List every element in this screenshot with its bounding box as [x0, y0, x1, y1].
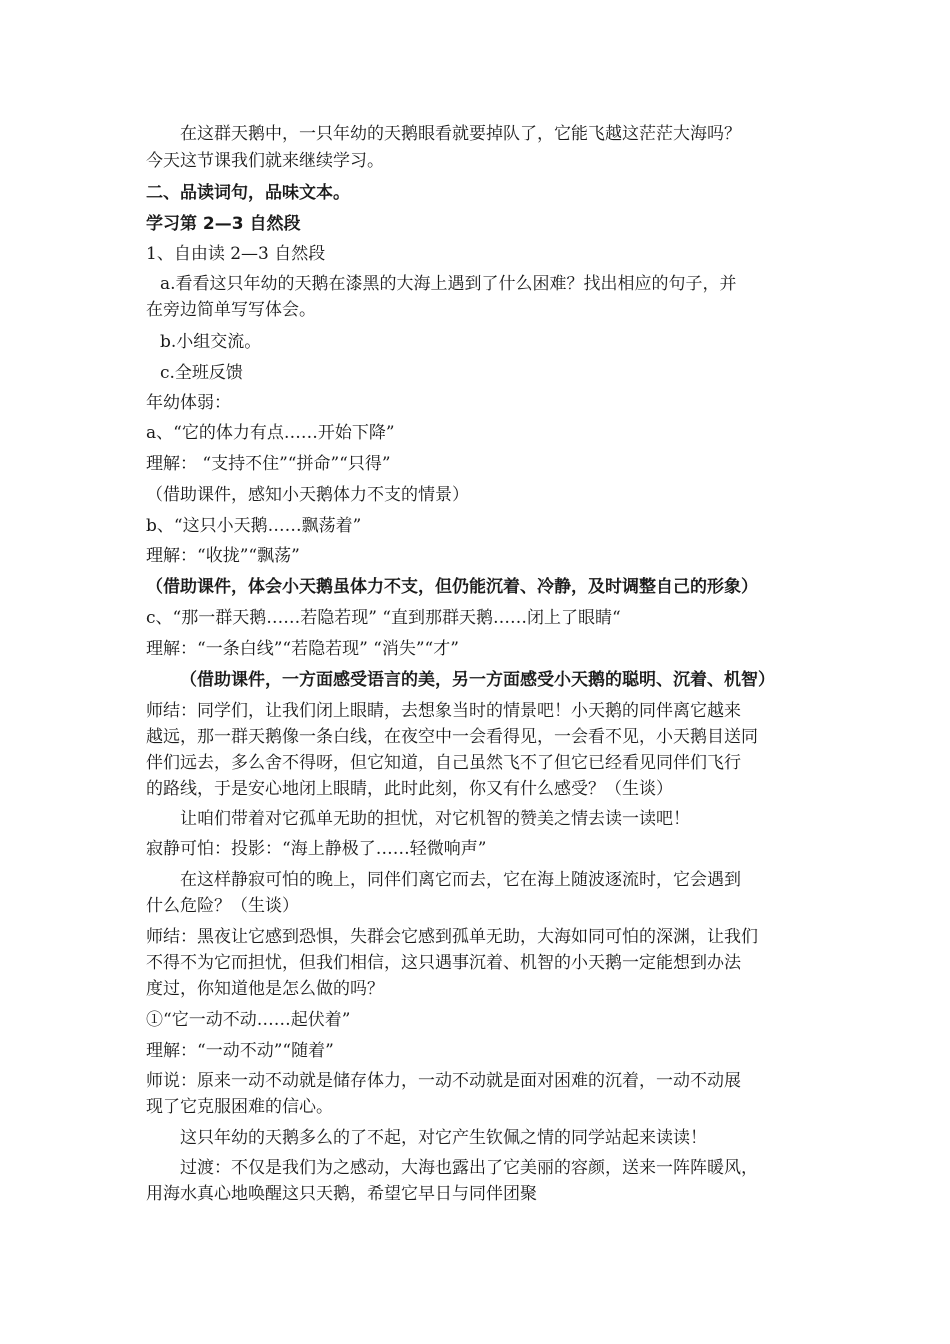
quote-c: c、“那一群天鹅……若隐若现” “直到那群天鹅……闭上了眼睛“	[146, 608, 621, 628]
teacher-summary-2-line1: 师结：黑夜让它感到恐惧，失群会它感到孤单无助，大海如同可怕的深渊，让我们	[146, 927, 758, 947]
note-a: （借助课件，感知小天鹅体力不支的情景）	[146, 485, 469, 505]
quote-3: ①“它一动不动……起伏着”	[146, 1010, 351, 1030]
teacher-says-line1: 师说：原来一动不动就是储存体力，一动不动就是面对困难的沉着，一动不动展	[146, 1071, 741, 1091]
subsection-heading: 学习第 2—3 自然段	[146, 214, 301, 234]
section-heading: 二、品读词句，品味文本。	[146, 183, 350, 203]
understand-3: 理解：“一动不动”“随着”	[146, 1041, 334, 1061]
transition-line1: 过渡：不仅是我们为之感动，大海也露出了它美丽的容颜，送来一阵阵暖风，	[180, 1158, 758, 1178]
question-2-line1: 在这样静寂可怕的晚上，同伴们离它而去，它在海上随波逐流时，它会遇到	[180, 870, 741, 890]
teacher-summary-2-line3: 度过，你知道他是怎么做的吗？	[146, 979, 384, 999]
teacher-summary-1-line3: 伴们远去，多么舍不得呀，但它知道，自己虽然飞不了但它已经看见同伴们飞行	[146, 753, 741, 773]
note-b: （借助课件，体会小天鹅虽体力不支，但仍能沉着、冷静，及时调整自己的形象）	[146, 577, 758, 597]
understand-a: 理解： “支持不住”“拼命”“只得”	[146, 454, 391, 474]
understand-b: 理解：“收拢”“飘荡”	[146, 546, 300, 566]
teacher-summary-1-line1: 师结：同学们，让我们闭上眼睛，去想象当时的情景吧！小天鹅的同伴离它越来	[146, 701, 741, 721]
task-a-line2: 在旁边简单写写体会。	[146, 300, 316, 320]
teacher-summary-1-line2: 越远，那一群天鹅像一条白线，在夜空中一会看得见，一会看不见，小天鹅目送同	[146, 727, 758, 747]
question-2-line2: 什么危险？（生谈）	[146, 896, 299, 916]
quote-b: b、“这只小天鹅……飘荡着”	[146, 516, 362, 536]
understand-c: 理解：“一条白线”“若隐若现” “消失”“才”	[146, 639, 459, 659]
paragraph-intro-line2: 今天这节课我们就来继续学习。	[146, 151, 384, 171]
step-1: 1、自由读 2—3 自然段	[146, 244, 326, 264]
note-c: （借助课件，一方面感受语言的美，另一方面感受小天鹅的聪明、沉着、机智）	[180, 670, 775, 690]
topic-quiet-scary: 寂静可怕：投影：“海上静极了……轻微响声”	[146, 839, 487, 859]
task-a-line1: a.看看这只年幼的天鹅在漆黑的大海上遇到了什么困难？找出相应的句子，并	[160, 274, 737, 294]
task-c: c.全班反馈	[160, 363, 243, 383]
quote-a: a、“它的体力有点……开始下降”	[146, 423, 395, 443]
paragraph-intro-line1: 在这群天鹅中，一只年幼的天鹅眼看就要掉队了，它能飞越这茫茫大海吗？	[180, 124, 741, 144]
transition-line2: 用海水真心地唤醒这只天鹅，希望它早日与同伴团聚	[146, 1184, 537, 1204]
teacher-summary-1-line4: 的路线，于是安心地闭上眼睛，此时此刻，你又有什么感受？（生谈）	[146, 779, 673, 799]
topic-young-weak: 年幼体弱：	[146, 393, 231, 413]
read-aloud-1: 让咱们带着对它孤单无助的担忧，对它机智的赞美之情去读一读吧！	[180, 809, 690, 829]
task-b: b.小组交流。	[160, 332, 262, 352]
read-aloud-2: 这只年幼的天鹅多么的了不起，对它产生钦佩之情的同学站起来读读！	[180, 1128, 707, 1148]
teacher-says-line2: 现了它克服困难的信心。	[146, 1097, 333, 1117]
teacher-summary-2-line2: 不得不为它而担忧，但我们相信，这只遇事沉着、机智的小天鹅一定能想到办法	[146, 953, 741, 973]
